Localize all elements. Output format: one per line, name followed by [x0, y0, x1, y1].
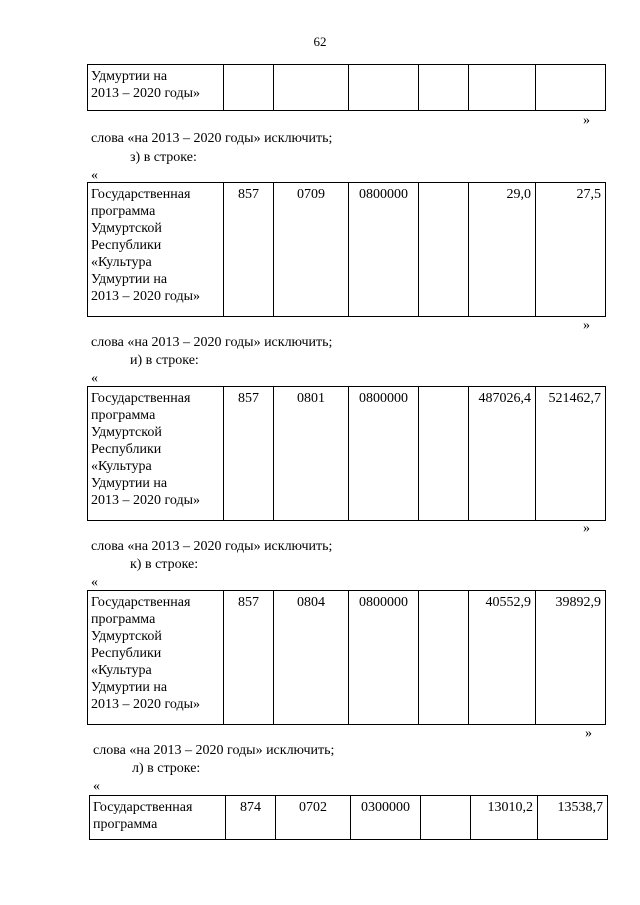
expense-type-cell [421, 796, 471, 840]
close-quote: » [583, 113, 590, 128]
table-row [88, 65, 606, 111]
expense-type-cell [419, 387, 469, 521]
section-heading-l: л) в строке: [132, 761, 201, 776]
page-number: 62 [313, 34, 327, 49]
amount-2015-cell: 521462,7 [536, 387, 606, 521]
open-quote: « [93, 779, 100, 794]
table-z [87, 182, 606, 317]
table-row [90, 796, 608, 840]
expense-type-cell [419, 591, 469, 725]
target-code-cell: 0800000 [349, 183, 419, 317]
section-heading-k: к) в строке: [130, 557, 199, 572]
amount-2014-cell: 13010,2 [471, 796, 538, 840]
amount-2014-cell: 487026,4 [469, 387, 536, 521]
expense-type-cell [419, 183, 469, 317]
table-continuation [87, 64, 606, 111]
section-heading-z: з) в строке: [130, 150, 197, 165]
instruction-text: слова «на 2013 – 2020 годы» исключить; [91, 539, 333, 554]
section-heading-i: и) в строке: [130, 353, 199, 368]
open-quote: « [91, 371, 98, 386]
table-row [88, 183, 606, 317]
section-code-cell: 0709 [274, 183, 349, 317]
program-name-cell: Государственная программа [90, 796, 226, 840]
table-i [87, 386, 606, 521]
ministry-code-cell: 857 [224, 183, 274, 317]
amount-2014-cell: 40552,9 [469, 591, 536, 725]
instruction-text: слова «на 2013 – 2020 годы» исключить; [91, 131, 333, 146]
program-name-cell: Удмуртии на 2013 – 2020 годы» [88, 65, 224, 111]
program-name-cell: Государственная программа Удмуртской Республики «Культура Удмуртии на 2013 – 2020 годы» [88, 183, 224, 317]
amount-2015-cell: 27,5 [536, 183, 606, 317]
amount-2015-cell: 39892,9 [536, 591, 606, 725]
section-code-cell: 0702 [276, 796, 351, 840]
program-name-cell: Государственная программа Удмуртской Республики «Культура Удмуртии на 2013 – 2020 годы» [88, 387, 224, 521]
program-name-cell: Государственная программа Удмуртской Республики «Культура Удмуртии на 2013 – 2020 годы» [88, 591, 224, 725]
target-code-cell: 0800000 [349, 591, 419, 725]
open-quote: « [91, 168, 98, 183]
ministry-code-cell: 874 [226, 796, 276, 840]
target-code-cell: 0300000 [351, 796, 421, 840]
table-k [87, 590, 606, 725]
close-quote: » [585, 726, 592, 741]
amount-2014-cell: 29,0 [469, 183, 536, 317]
instruction-text: слова «на 2013 – 2020 годы» исключить; [91, 335, 333, 350]
ministry-code-cell: 857 [224, 387, 274, 521]
target-code-cell: 0800000 [349, 387, 419, 521]
close-quote: » [583, 521, 590, 536]
table-row [88, 591, 606, 725]
instruction-text: слова «на 2013 – 2020 годы» исключить; [93, 743, 335, 758]
close-quote: » [583, 318, 590, 333]
open-quote: « [91, 575, 98, 590]
table-row [88, 387, 606, 521]
section-code-cell: 0801 [274, 387, 349, 521]
amount-2015-cell: 13538,7 [538, 796, 608, 840]
ministry-code-cell: 857 [224, 591, 274, 725]
section-code-cell: 0804 [274, 591, 349, 725]
table-l [89, 795, 608, 840]
